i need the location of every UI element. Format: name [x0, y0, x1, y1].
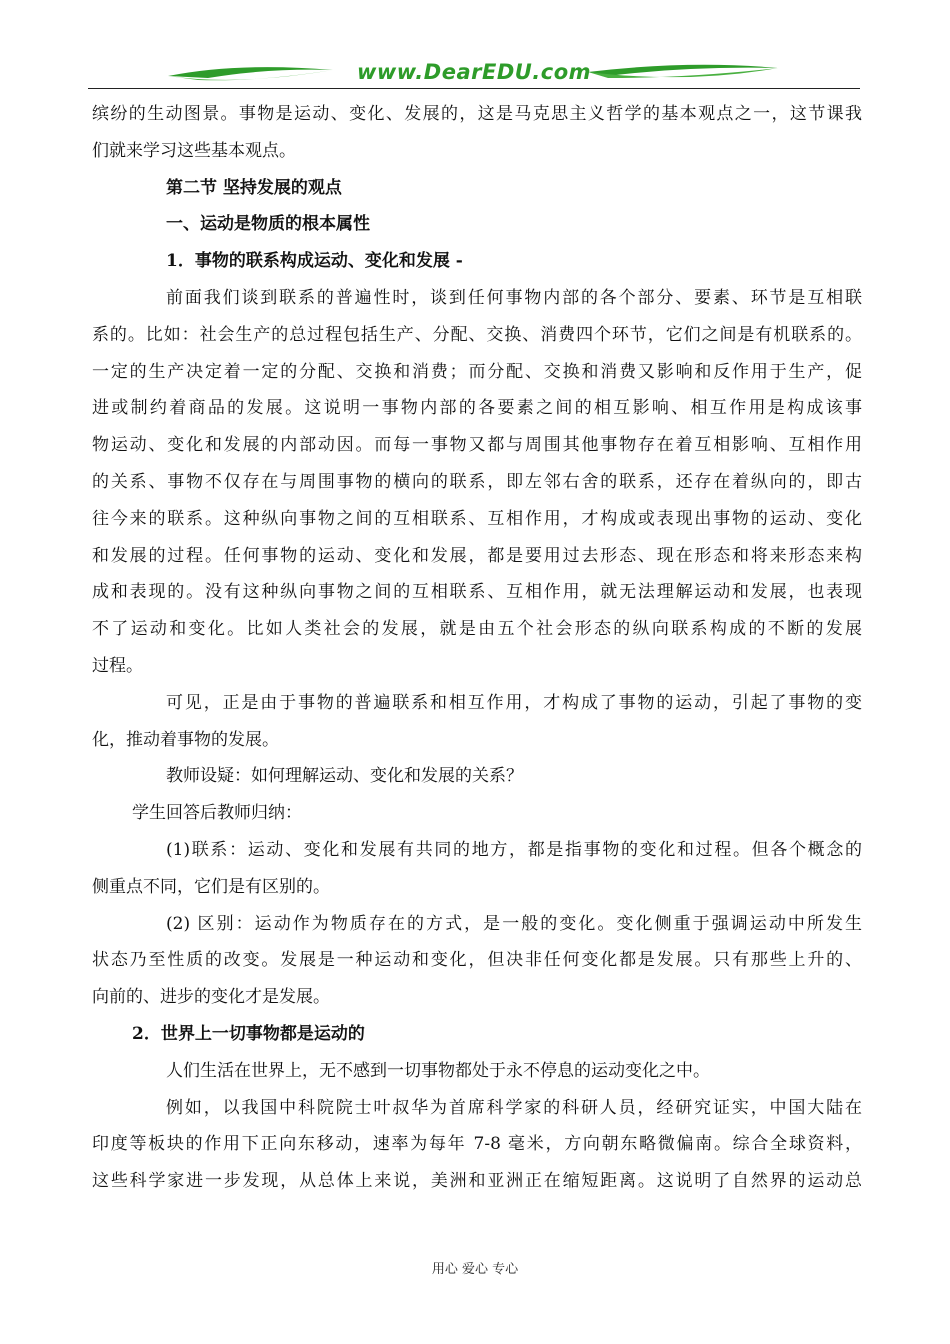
paragraph-line: 前面我们谈到联系的普遍性时，谈到任何事物内部的各个部分、要素、环节是互相联 — [166, 287, 862, 308]
paragraph-line: 侧重点不同，它们是有区别的。 — [92, 876, 330, 897]
page-footer: 用心 爱心 专心 — [431, 1262, 519, 1277]
paragraph-line: 人们生活在世界上，无不感到一切事物都处于永不停息的运动变化之中。 — [166, 1060, 710, 1081]
teacher-summary-intro: 学生回答后教师归纳： — [132, 803, 302, 824]
paragraph-line: 一定的生产决定着一定的分配、交换和消费；而分配、交换和消费又影响和反作用于生产，促 — [92, 361, 862, 382]
point-heading: 2．世界上一切事物都是运动的 — [132, 1023, 365, 1044]
paragraph-line: 可见，正是由于事物的普遍联系和相互作用，才构成了事物的运动，引起了事物的变 — [166, 692, 862, 713]
section-heading: 第二节 坚持发展的观点 — [166, 177, 342, 198]
paragraph-line: 向前的、进步的变化才是发展。 — [92, 987, 330, 1008]
paragraph-line: 物运动、变化和发展的内部动因。而每一事物又都与周围其他事物存在着互相影响、互相作用 — [92, 435, 862, 456]
document-body — [92, 96, 862, 1200]
header-rule — [88, 88, 860, 89]
site-logo-text[interactable]: www.DearEDU.com — [356, 60, 592, 84]
paragraph-line: 化，推动着事物的发展。 — [92, 729, 279, 750]
paragraph-line: (1)联系：运动、变化和发展有共同的地方，都是指事物的变化和过程。但各个概念的 — [166, 839, 862, 860]
page-header — [88, 56, 860, 90]
paragraph-line: 例如，以我国中科院院士叶叔华为首席科学家的科研人员，经研究证实，中国大陆在 — [166, 1097, 862, 1118]
paragraph-line: 成和表现的。没有这种纵向事物之间的互相联系、互相作用，就无法理解运动和发展，也表现 — [92, 582, 862, 603]
paragraph-line: 进或制约着商品的发展。这说明一事物内部的各要素之间的相互影响、相互作用是构成该事 — [92, 398, 862, 419]
text-line: 缤纷的生动图景。事物是运动、变化、发展的，这是马克思主义哲学的基本观点之一，这节课我 — [92, 104, 862, 124]
subsection-heading: 一、运动是物质的根本属性 — [166, 214, 370, 235]
teacher-question: 教师设疑：如何理解运动、变化和发展的关系？ — [166, 766, 523, 787]
paragraph-line: 的关系、事物不仅存在与周围事物的横向的联系，即左邻右舍的联系，还存在着纵向的，即古 — [92, 471, 862, 492]
text-line: 们就来学习这些基本观点。 — [92, 140, 296, 161]
paragraph-line: 状态乃至性质的改变。发展是一种运动和变化，但决非任何变化都是发展。只有那些上升的、 — [92, 950, 862, 971]
paragraph-line: 和发展的过程。任何事物的运动、变化和发展，都是要用过去形态、现在形态和将来形态来构 — [92, 545, 862, 566]
point-heading: 1．事物的联系构成运动、变化和发展 - — [166, 251, 463, 272]
paragraph-line: 这些科学家进一步发现，从总体上来说，美洲和亚洲正在缩短距离。这说明了自然界的运动总 — [92, 1171, 862, 1192]
paragraph-line: 印度等板块的作用下正向东移动，速率为每年 7-8 毫米，方向朝东略微偏南。综合全球资料， — [92, 1134, 862, 1155]
paragraph-line: 往今来的联系。这种纵向事物之间的互相联系、互相作用，才构成或表现出事物的运动、变化 — [92, 508, 862, 529]
paragraph-line: 过程。 — [92, 655, 143, 676]
paragraph-line: 不了运动和变化。比如人类社会的发展，就是由五个社会形态的纵向联系构成的不断的发展 — [92, 619, 862, 640]
paragraph-line: 系的。比如：社会生产的总过程包括生产、分配、交换、消费四个环节，它们之间是有机联系的。 — [92, 324, 862, 345]
paragraph-line: (2) 区别：运动作为物质存在的方式，是一般的变化。变化侧重于强调运动中所发生 — [166, 913, 862, 934]
